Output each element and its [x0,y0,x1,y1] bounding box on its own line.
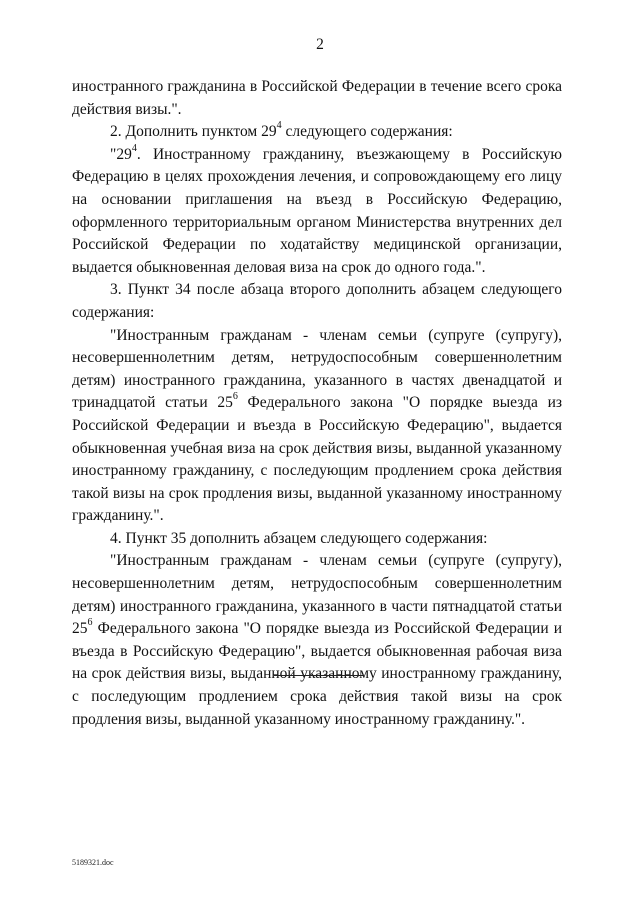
study-visa-text-end: Федерального закона "О порядке выезда из Российской Федерации и въезда в Российскую Федерацию", выдается обыкновенная учебная виза на срок действия визы, выданной указанному иностранному гражданину, с последующим продлением срока действия такой визы на срок продления визы, выданной указанному иностранному гражданину.". [72,394,562,525]
clause-29-4-superscript: 4 [131,142,137,154]
item-2-text: 2. Дополнить пунктом 29 [110,123,277,141]
paragraph-item-4: 4. Пункт 35 дополнить абзацем следующего содержания: [110,529,488,547]
work-visa-text: "Иностранным гражданам - членам семьи (супруге (супругу), несовершеннолетним детям, нетрудоспособным совершеннолетним детям) иностранного гражданина, указанного в части пятнадцатой статьи 25 [72,552,562,638]
paragraph-item-2 [72,121,562,144]
clause-29-4-text: . Иностранному гражданину, въезжающему в Российскую Федерацию в целях прохождения лечения, и сопровождающему его лицу на основании приглашения на въезд в Российскую Федерацию, оформленного территориальным органом Министерства внутренних дел Российской Федерации по ходатайству медицинской организации, выдается обыкновенная деловая виза на срок до одного года.". [72,145,562,276]
paragraph-visa-term-continuation: иностранного гражданина в Российской Федерации в течение всего срока действия визы.". [72,78,562,118]
paragraph-item-3: 3. Пункт 34 после абзаца второго дополнить абзацем следующего содержания: [72,281,562,321]
paragraph-study-visa [72,325,562,528]
paragraph-work-visa [72,550,562,731]
closing-divider-line [274,675,364,676]
work-visa-text-end: Федерального закона "О порядке выезда из Российской Федерации и въезда в Российскую Федерацию", выдается обыкновенная рабочая виза на срок действия визы, выданной указанному иностранному гражданину, с последующим продлением срока действия такой визы на срок продления визы, выданной указанному иностранному гражданину.". [72,620,562,728]
paragraph-clause-29-4 [72,144,562,280]
document-body [72,76,562,731]
study-visa-superscript: 6 [232,391,238,403]
work-visa-superscript: 6 [87,617,93,629]
clause-29-4-number: "29 [110,145,132,163]
file-reference: 5189321.doc [72,858,114,867]
page-number: 2 [316,36,324,53]
study-visa-text: "Иностранным гражданам - членам семьи (супруге (супругу), несовершеннолетним детям, нетрудоспособным совершеннолетним детям) иностранного гражданина, указанного в частях двенадцатой и тринадцатой статьи 25 [72,326,562,412]
item-2-text-end: следующего содержания: [281,123,453,141]
item-2-superscript: 4 [276,120,282,132]
